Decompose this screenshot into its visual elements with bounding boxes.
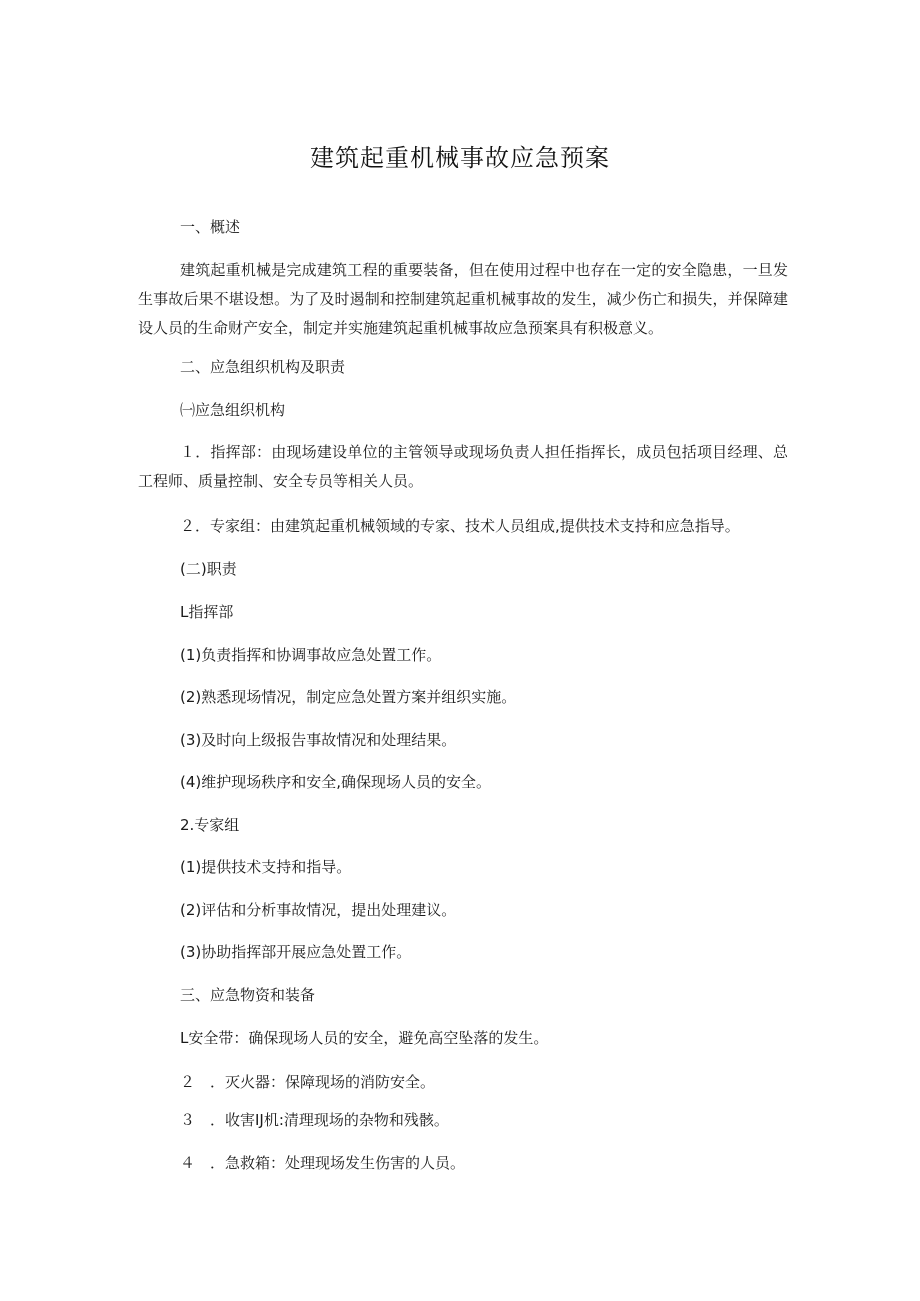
section-heading-overview: 一、概述 bbox=[180, 218, 241, 236]
duty-item: (2)熟悉现场情况，制定应急处置方案并组织实施。 bbox=[180, 688, 517, 706]
subheading-duties: (二)职责 bbox=[180, 560, 237, 578]
duty-item: (1)提供技术支持和指导。 bbox=[180, 858, 352, 876]
duty-item: (3)协助指挥部开展应急处置工作。 bbox=[180, 943, 412, 961]
duty-item: (2)评估和分析事故情况，提出处理建议。 bbox=[180, 901, 457, 919]
document-title: 建筑起重机械事故应急预案 bbox=[310, 144, 610, 172]
subheading-organization: ㈠应急组织机构 bbox=[180, 401, 286, 419]
duty-item: (3)及时向上级报告事故情况和处理结果。 bbox=[180, 731, 457, 749]
duty-group-expert: 2.专家组 bbox=[180, 816, 240, 834]
supply-item: L安全带：确保现场人员的安全，避免高空坠落的发生。 bbox=[180, 1029, 549, 1047]
org-item-command: １．指挥部：由现场建设单位的主管领导或现场负责人担任指挥长，成员包括项目经理、总工程师、质量控制、安全专员等相关人员。 bbox=[138, 443, 788, 490]
duty-item: (1)负责指挥和协调事故应急处置工作。 bbox=[180, 646, 442, 664]
org-item-expert: ２．专家组：由建筑起重机械领域的专家、技术人员组成,提供技术支持和应急指导。 bbox=[180, 517, 740, 535]
duty-item: (4)维护现场秩序和安全,确保现场人员的安全。 bbox=[180, 773, 492, 791]
overview-paragraph: 建筑起重机械是完成建筑工程的重要装备，但在使用过程中也存在一定的安全隐患，一旦发生事故后果不堪设想。为了及时遏制和控制建筑起重机械事故的发生，减少伤亡和损失，并保障建设人员的生命财产安全，制定并实施建筑起重机械事故应急预案具有积极意义。 bbox=[138, 261, 788, 337]
section-heading-supplies: 三、应急物资和装备 bbox=[180, 986, 316, 1004]
supply-item: ２ ．灭火器：保障现场的消防安全。 bbox=[180, 1073, 436, 1091]
supply-item: ３ ．收害IJ机:清理现场的杂物和残骸。 bbox=[180, 1111, 449, 1129]
duty-group-command: L指挥部 bbox=[180, 603, 234, 621]
section-heading-organization: 二、应急组织机构及职责 bbox=[180, 358, 346, 376]
supply-item: ４ ．急救箱：处理现场发生伤害的人员。 bbox=[180, 1154, 466, 1172]
